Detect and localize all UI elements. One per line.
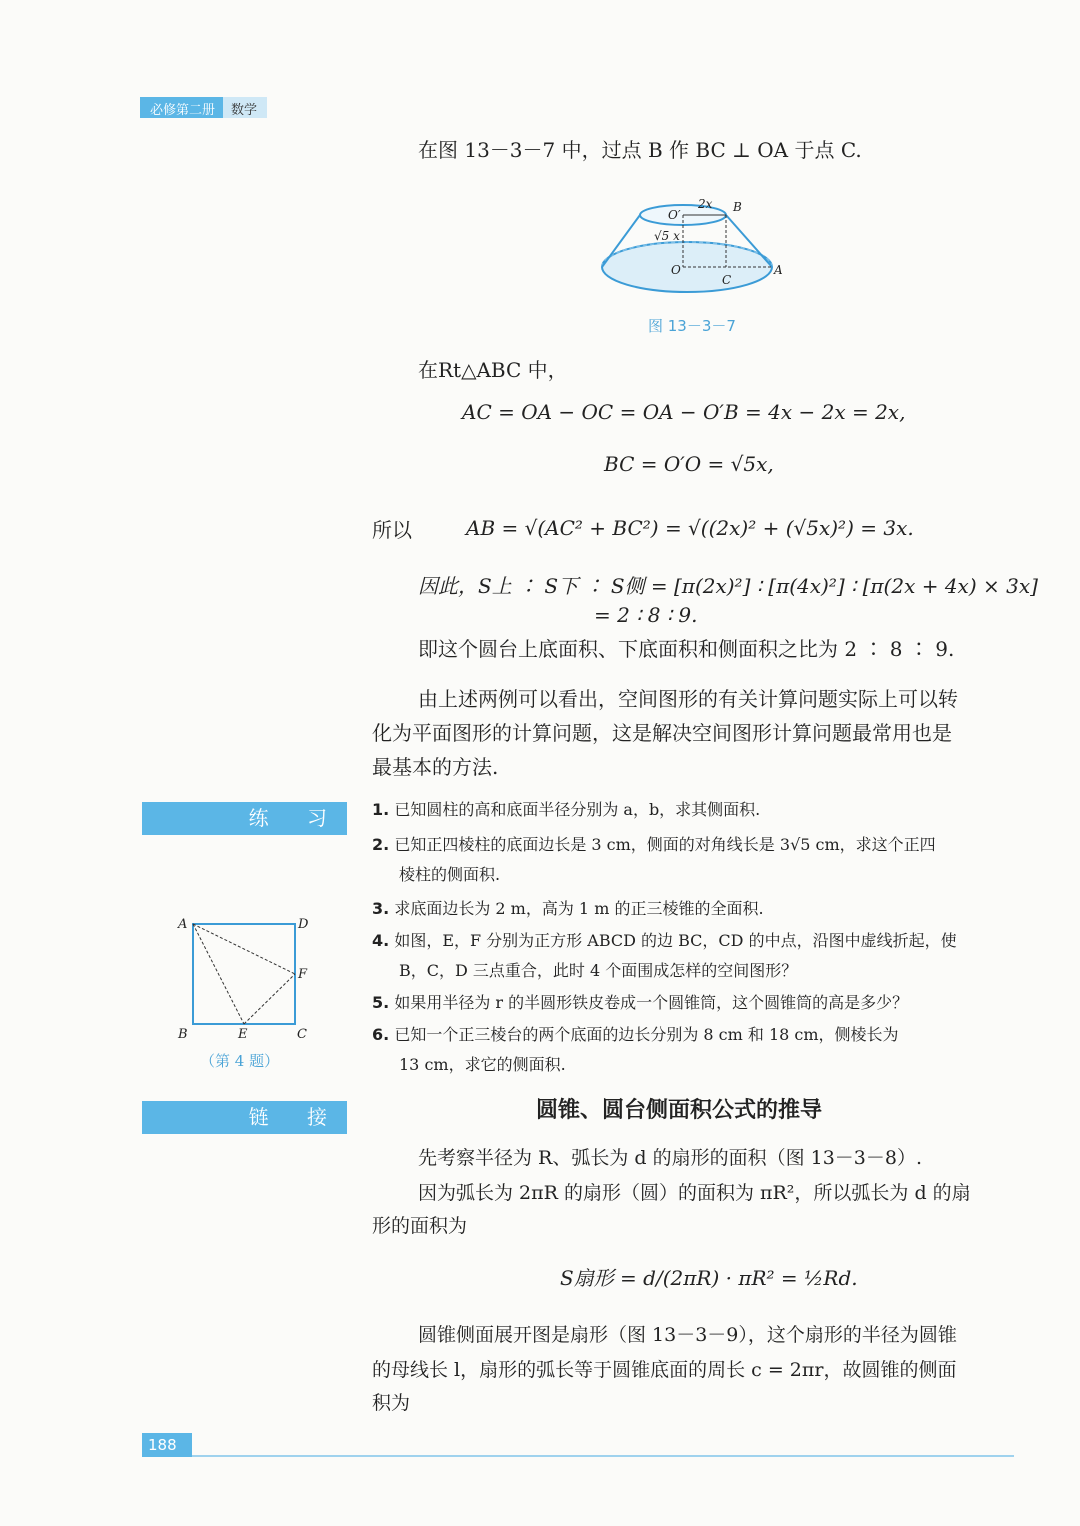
paragraph-4-line-2: 化为平面图形的计算问题，这是解决空间图形计算问题最常用也是	[372, 721, 952, 745]
equation-2: BC = O′O = √5x,	[604, 452, 774, 476]
exercise-text-cont: 棱柱的侧面积.	[399, 865, 501, 884]
practice-tag: 练 习	[142, 802, 347, 835]
label-f: F	[298, 967, 308, 982]
label-2x: 2x	[698, 197, 713, 211]
exercise-2	[372, 830, 1022, 890]
label-a: A	[774, 263, 783, 277]
link-equation: S扇形 = d/(2πR) · πR² = ½Rd.	[560, 1266, 858, 1290]
footer-rule	[142, 1455, 1014, 1457]
exercise-text: 求底面边长为 2 m，高为 1 m 的正三棱锥的全面积.	[394, 899, 764, 918]
square-figure	[172, 910, 322, 1045]
exercise-text-cont: B，C，D 三点重合，此时 4 个面围成怎样的空间图形？	[399, 961, 798, 980]
header-tag	[140, 97, 267, 118]
label-e: E	[238, 1027, 248, 1042]
link-tag: 链 接	[142, 1101, 347, 1134]
exercise-number: 2.	[372, 835, 390, 854]
exercise-text: 已知一个正三棱台的两个底面的边长分别为 8 cm 和 18 cm，侧棱长为	[394, 1025, 899, 1044]
exercise-number: 4.	[372, 931, 390, 950]
book-label: 必修第二册	[140, 97, 223, 118]
equation-4b: = 2 ∶ 8 ∶ 9.	[594, 603, 698, 627]
exercise-3	[372, 894, 1022, 924]
paragraph-1: 在图 13－3－7 中，过点 B 作 BC ⊥ OA 于点 C.	[418, 138, 862, 162]
exercise-text: 已知圆柱的高和底面半径分别为 a，b，求其侧面积.	[394, 800, 761, 819]
label-o: O	[671, 263, 681, 277]
link-line-2: 因为弧长为 2πR 的扇形（圆）的面积为 πR²，所以弧长为 d 的扇	[418, 1182, 971, 1204]
suoyi-label: 所以	[372, 518, 412, 542]
exercise-text: 已知正四棱柱的底面边长是 3 cm，侧面的对角线长是 3√5 cm，求这个正四	[394, 835, 936, 854]
label-oprime: O′	[668, 208, 681, 222]
exercise-4	[372, 926, 1022, 986]
link-title: 圆锥、圆台侧面积公式的推导	[536, 1098, 823, 1123]
exercise-number: 5.	[372, 993, 390, 1012]
figure-4-caption: （第 4 题）	[200, 1052, 280, 1070]
subject-label: 数学	[223, 97, 267, 118]
exercise-text: 如果用半径为 r 的半圆形铁皮卷成一个圆锥筒，这个圆锥筒的高是多少？	[394, 993, 909, 1012]
figure-caption: 图 13－3－7	[648, 317, 736, 335]
link-line-5: 的母线长 l，扇形的弧长等于圆锥底面的周长 c = 2πr，故圆锥的侧面	[372, 1359, 957, 1381]
exercise-text-cont: 13 cm，求它的侧面积.	[399, 1055, 566, 1074]
frustum-figure	[590, 192, 800, 302]
paragraph-4-line-1: 由上述两例可以看出，空间图形的有关计算问题实际上可以转	[418, 687, 958, 711]
equation-1: AC = OA − OC = OA − O′B = 4x − 2x = 2x,	[462, 400, 906, 424]
exercise-number: 3.	[372, 899, 390, 918]
exercise-number: 1.	[372, 800, 390, 819]
label-b: B	[733, 200, 742, 214]
paragraph-3: 即这个圆台上底面积、下底面积和侧面积之比为 2 ∶ 8 ∶ 9.	[418, 637, 955, 661]
exercise-text: 如图，E，F 分别为正方形 ABCD 的边 BC，CD 的中点，沿图中虚线折起，使	[394, 931, 957, 950]
exercise-5	[372, 988, 1022, 1018]
equation-4a: 因此，S上 ∶ S下 ∶ S侧 = [π(2x)²] ∶ [π(4x)²] ∶ [π(2x + 4x) × 3x]	[418, 574, 1038, 598]
page-number: 188	[142, 1433, 192, 1457]
equation-3: AB = √(AC² + BC²) = √((2x)² + (√5x)²) = 3x.	[466, 516, 914, 540]
label-c: C	[722, 273, 732, 287]
label-height: √5 x	[654, 229, 680, 243]
paragraph-2: 在Rt△ABC 中，	[418, 358, 568, 382]
label-d: D	[298, 917, 309, 932]
exercise-1	[372, 795, 1022, 825]
link-line-3: 形的面积为	[372, 1215, 468, 1237]
exercise-6	[372, 1020, 1022, 1080]
exercise-number: 6.	[372, 1025, 390, 1044]
link-line-1: 先考察半径为 R、弧长为 d 的扇形的面积（图 13－3－8）.	[418, 1147, 923, 1169]
paragraph-4-line-3: 最基本的方法.	[372, 755, 499, 779]
link-line-6: 积为	[372, 1392, 411, 1414]
label-b: B	[178, 1027, 188, 1042]
label-a: A	[178, 917, 188, 932]
link-line-4: 圆锥侧面展开图是扇形（图 13－3－9），这个扇形的半径为圆锥	[418, 1324, 957, 1346]
label-c: C	[297, 1027, 307, 1042]
